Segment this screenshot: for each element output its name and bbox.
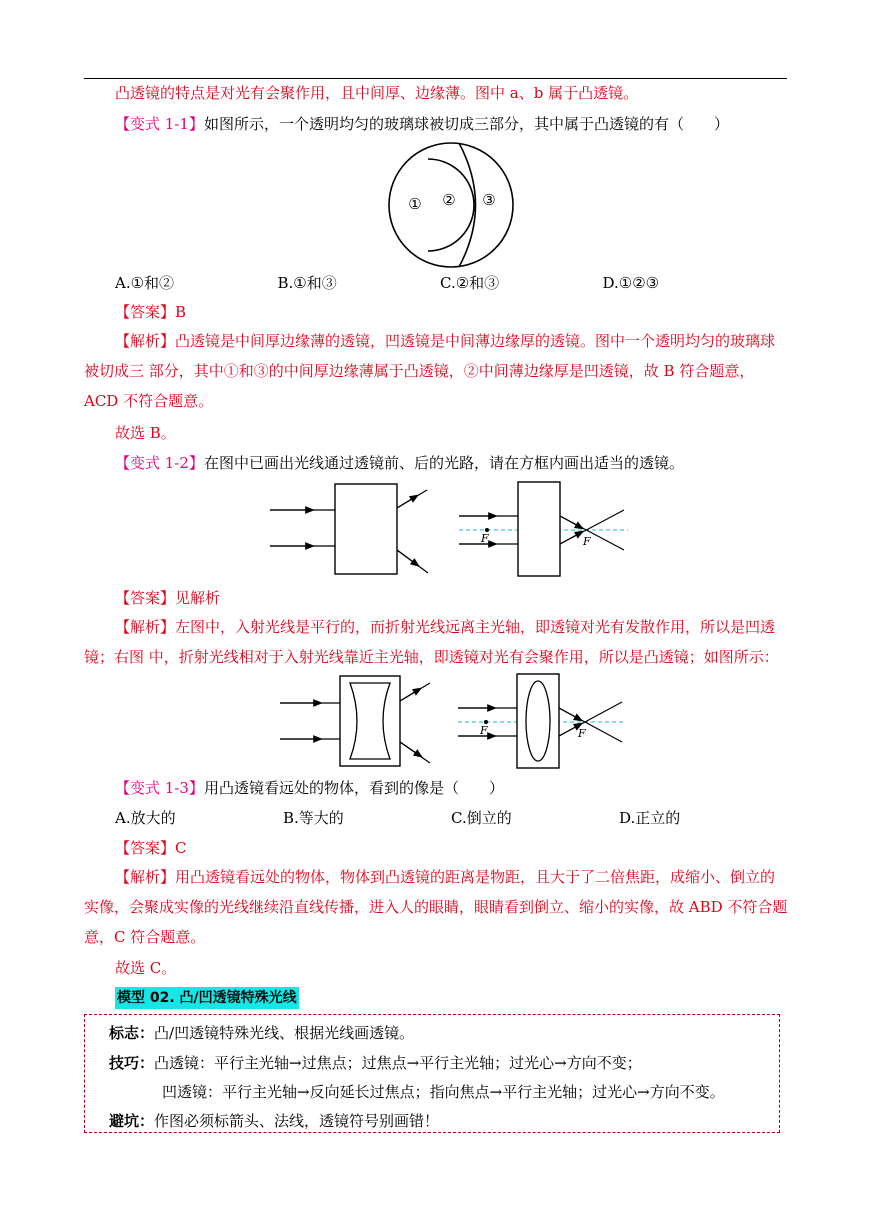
q3-answer-value: C [175, 839, 187, 857]
q2-analysis-tag: 【解析】 [115, 618, 176, 636]
q2-analysis-text: 左图中，入射光线是平行的，而折射光线远离主光轴，即透镜对光有发散作用，所以是凹透镜；右图 中，折射光线相对于入射光线靠近主光轴，即透镜对光有会聚作用，所以是凸透镜；如图所示： [84, 618, 779, 666]
q2-answer-figure [280, 670, 640, 770]
q3-option-a: A.放大的 [115, 809, 176, 827]
q2-tag: 【变式 1-2】 [115, 454, 204, 472]
model-avoid-label: 避坑： [109, 1112, 155, 1130]
q1-answer [115, 302, 186, 322]
model-sign-text: 凸/凹透镜特殊光线、根据光线画透镜。 [154, 1024, 415, 1042]
q1-answer-tag: 【答案】 [115, 303, 176, 321]
q2-answer-focus-right: F [578, 727, 586, 740]
q3-analysis-tag: 【解析】 [115, 868, 176, 886]
q2-answer-focus-left: F [480, 724, 488, 737]
glass-ball-figure [388, 142, 518, 272]
intro-text: 凸透镜的特点是对光有会聚作用，且中间厚、边缘薄。图中 a、b 属于凸透镜。 [115, 84, 639, 102]
q2-question-figure [270, 478, 640, 578]
q2-analysis [84, 612, 788, 672]
q2-text: 在图中已画出光线通过透镜前、后的光路，请在方框内画出适当的透镜。 [203, 454, 684, 472]
part-2-label: ② [442, 191, 456, 209]
q1-text: 如图所示，一个透明均匀的玻璃球被切成三部分，其中属于凸透镜的有（ ） [203, 115, 729, 133]
q2-answer [115, 588, 220, 608]
left-lens-box [335, 484, 397, 574]
q3-answer-tag: 【答案】 [115, 839, 176, 857]
q3-analysis-text: 用凸透镜看远处的物体，物体到凸透镜的距离是物距，且大于了二倍焦距，成缩小、倒立的实像，会聚成实像的光线继续沿直线传播，进入人的眼睛，眼睛看到倒立、缩小的实像，故 ABD 不符合题意，C 符合题意。 [84, 868, 788, 946]
q2-stem [115, 453, 684, 473]
model-avoid-row [109, 1111, 439, 1131]
q3-analysis [84, 862, 788, 952]
q1-option-a: A.①和② [115, 274, 175, 292]
q1-analysis-text: 凸透镜是中间厚边缘薄的透镜，凹透镜是中间薄边缘厚的透镜。图中一个透明均匀的玻璃球被切成三 部分，其中①和③的中间厚边缘薄属于凸透镜，②中间薄边缘厚是凹透镜，故 B 符合题意，ACD 不符合题意。 [84, 332, 776, 410]
q3-text: 用凸透镜看远处的物体，看到的像是（ ） [203, 779, 504, 797]
q3-answer [115, 838, 187, 858]
q1-stem [115, 114, 729, 134]
model-tip-convex: 凸透镜：平行主光轴→过焦点；过焦点→平行主光轴；过光心→方向不变； [154, 1054, 642, 1072]
q1-option-b: B.①和③ [277, 274, 337, 292]
model-tip-row [109, 1053, 642, 1073]
q3-conclusion: 故选 C。 [115, 959, 177, 977]
q2-answer-value: 见解析 [175, 589, 221, 607]
model-sign-row [109, 1023, 414, 1043]
q2-focus-right: F [583, 535, 591, 548]
right-lens-box [518, 482, 560, 576]
q3-options [115, 808, 765, 828]
q1-options [115, 273, 765, 293]
q1-option-c: C.②和③ [440, 274, 500, 292]
q3-option-d: D.正立的 [619, 809, 681, 827]
q2-focus-left: F [481, 532, 489, 545]
header-rule [84, 78, 787, 79]
q1-answer-value: B [175, 303, 187, 321]
part-1-label: ① [408, 195, 422, 213]
model-tip-label: 技巧： [109, 1054, 155, 1072]
q3-option-c: C.倒立的 [451, 809, 512, 827]
model-avoid-text: 作图必须标箭头、法线，透镜符号别画错！ [154, 1112, 440, 1130]
q3-stem [115, 778, 504, 798]
q1-conclusion: 故选 B。 [115, 424, 176, 442]
model-box [84, 1014, 780, 1133]
q1-analysis [84, 326, 788, 416]
q3-option-b: B.等大的 [283, 809, 344, 827]
model-title: 模型 02. 凸/凹透镜特殊光线 [115, 987, 299, 1009]
model-sign-label: 标志： [109, 1024, 155, 1042]
model-tip-concave: 凹透镜：平行主光轴→反向延长过焦点；指向焦点→平行主光轴；过光心→方向不变。 [162, 1083, 725, 1101]
q1-option-d: D.①②③ [602, 274, 660, 292]
q3-tag: 【变式 1-3】 [115, 779, 204, 797]
q2-answer-tag: 【答案】 [115, 589, 176, 607]
part-3-label: ③ [482, 191, 496, 209]
q1-analysis-tag: 【解析】 [115, 332, 176, 350]
q1-tag: 【变式 1-1】 [115, 115, 204, 133]
